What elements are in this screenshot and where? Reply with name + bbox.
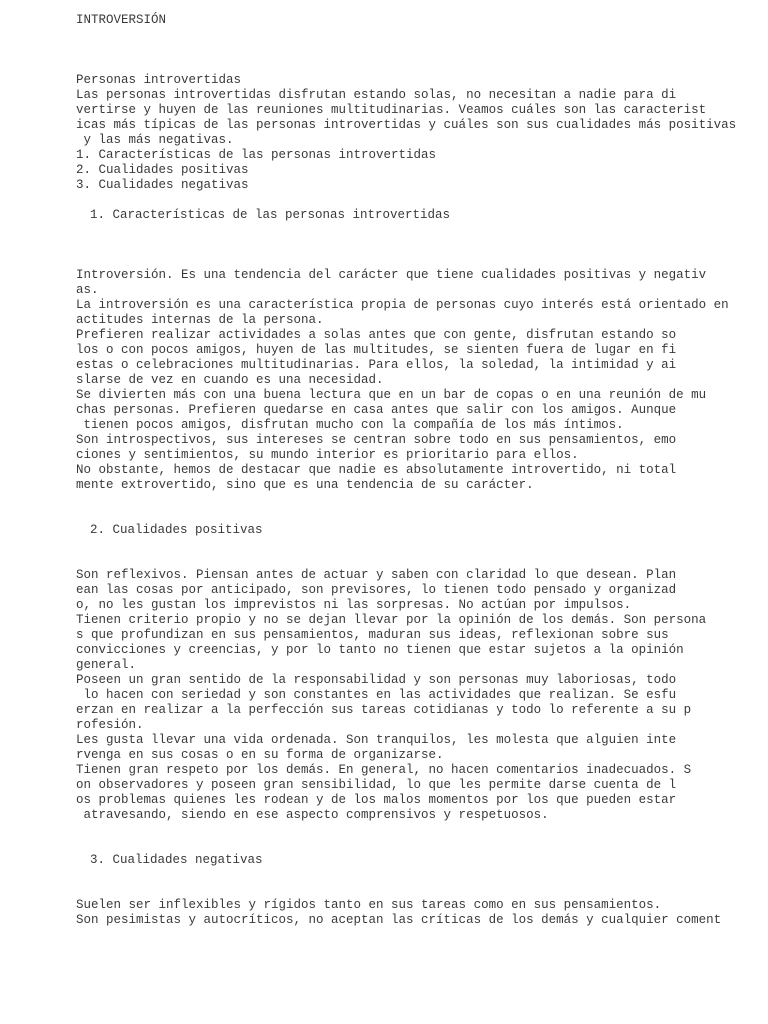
- section2-line: lo hacen con seriedad y son constantes en las actividades que realizan. Se esfu: [76, 688, 677, 702]
- section1-line: slarse de vez en cuando es una necesidad.: [76, 373, 384, 387]
- section2-line: rofesión.: [76, 718, 144, 732]
- section1-line: tienen pocos amigos, disfrutan mucho con la compañía de los más íntimos.: [76, 418, 624, 432]
- section1-line: Se divierten más con una buena lectura que en un bar de copas o en una reunión de mu: [76, 388, 707, 402]
- section1-line: No obstante, hemos de destacar que nadie es absolutamente introvertido, ni total: [76, 463, 677, 477]
- section2-line: Poseen un gran sentido de la responsabilidad y son personas muy laboriosas, todo: [76, 673, 677, 687]
- spacer: [76, 493, 756, 508]
- spacer: [76, 223, 756, 238]
- section2-line: ean las cosas por anticipado, son previsores, lo tienen todo pensado y organizad: [76, 583, 677, 597]
- section1-line: actitudes internas de la persona.: [76, 313, 324, 327]
- section1-line: Introversión. Es una tendencia del carácter que tiene cualidades positivas y negativ: [76, 268, 707, 282]
- section2-line: on observadores y poseen gran sensibilidad, lo que les permite darse cuenta de l: [76, 778, 677, 792]
- intro-heading: Personas introvertidas: [76, 73, 242, 87]
- spacer: [76, 43, 756, 58]
- spacer: [76, 553, 756, 568]
- section3-line: Son pesimistas y autocríticos, no aceptan las críticas de los demás y cualquier coment: [76, 913, 722, 927]
- intro-line: vertirse y huyen de las reuniones multitudinarias. Veamos cuáles son las caracterist: [76, 103, 707, 117]
- intro-line: y las más negativas.: [76, 133, 234, 147]
- spacer: [76, 238, 756, 253]
- section2-line: o, no les gustan los imprevistos ni las sorpresas. No actúan por impulsos.: [76, 598, 632, 612]
- spacer: [76, 28, 756, 43]
- section2-line: s que profundizan en sus pensamientos, maduran sus ideas, reflexionan sobre sus: [76, 628, 669, 642]
- spacer: [76, 193, 756, 208]
- intro-line: Las personas introvertidas disfrutan estando solas, no necesitan a nadie para di: [76, 88, 677, 102]
- section3-heading: 3. Cualidades negativas: [90, 853, 263, 867]
- section1-line: ciones y sentimientos, su mundo interior es prioritario para ellos.: [76, 448, 579, 462]
- document-page: [76, 13, 756, 928]
- section1-heading: 1. Características de las personas introvertidas: [90, 208, 451, 222]
- intro-line: icas más típicas de las personas introvertidas y cuáles son sus cualidades más positivas: [76, 118, 737, 132]
- section2-line: Les gusta llevar una vida ordenada. Son tranquilos, les molesta que alguien inte: [76, 733, 677, 747]
- section2-line: Tienen gran respeto por los demás. En general, no hacen comentarios inadecuados. S: [76, 763, 692, 777]
- section2-line: Son reflexivos. Piensan antes de actuar y saben con claridad lo que desean. Plan: [76, 568, 677, 582]
- section1-line: los o con pocos amigos, huyen de las multitudes, se sienten fuera de lugar en fi: [76, 343, 677, 357]
- toc-item: 1. Características de las personas introvertidas: [76, 148, 437, 162]
- spacer: [76, 823, 756, 838]
- section2-line: rvenga en sus cosas o en su forma de organizarse.: [76, 748, 444, 762]
- spacer: [76, 883, 756, 898]
- section2-heading: 2. Cualidades positivas: [90, 523, 263, 537]
- spacer: [76, 253, 756, 268]
- document-title: INTROVERSIÓN: [76, 13, 167, 27]
- section2-line: convicciones y creencias, y por lo tanto no tienen que estar sujetos a la opinión: [76, 643, 684, 657]
- section2-line: erzan en realizar a la perfección sus tareas cotidianas y todo lo referente a su p: [76, 703, 692, 717]
- spacer: [76, 508, 756, 523]
- spacer: [76, 538, 756, 553]
- toc-item: 2. Cualidades positivas: [76, 163, 249, 177]
- section1-line: Prefieren realizar actividades a solas antes que con gente, disfrutan estando so: [76, 328, 677, 342]
- spacer: [76, 868, 756, 883]
- spacer: [76, 838, 756, 853]
- spacer: [76, 58, 756, 73]
- section2-line: Tienen criterio propio y no se dejan llevar por la opinión de los demás. Son persona: [76, 613, 707, 627]
- section1-line: La introversión es una característica propia de personas cuyo interés está orientado en: [76, 298, 729, 312]
- section1-line: estas o celebraciones multitudinarias. Para ellos, la soledad, la intimidad y ai: [76, 358, 677, 372]
- section1-line: Son introspectivos, sus intereses se centran sobre todo en sus pensamientos, emo: [76, 433, 677, 447]
- toc-item: 3. Cualidades negativas: [76, 178, 249, 192]
- section2-line: general.: [76, 658, 137, 672]
- section1-line: as.: [76, 283, 99, 297]
- section1-line: mente extrovertido, sino que es una tendencia de su carácter.: [76, 478, 534, 492]
- section2-line: os problemas quienes les rodean y de los malos momentos por los que pueden estar: [76, 793, 677, 807]
- section1-line: chas personas. Prefieren quedarse en casa antes que salir con los amigos. Aunque: [76, 403, 677, 417]
- section2-line: atravesando, siendo en ese aspecto comprensivos y respetuosos.: [76, 808, 549, 822]
- section3-line: Suelen ser inflexibles y rígidos tanto en sus tareas como en sus pensamientos.: [76, 898, 662, 912]
